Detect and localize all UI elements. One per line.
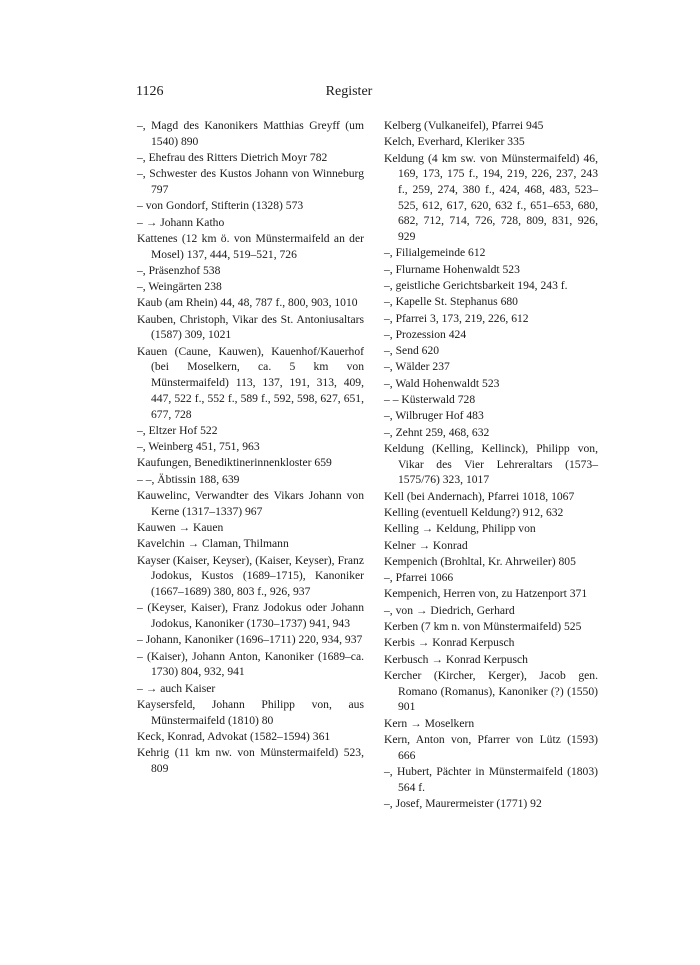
page-number: 1126 [136, 84, 164, 99]
index-entry: Kauen (Caune, Kauwen), Kauenhof/Kauerhof (bei Moselkern, ca. 5 km von Münstermaifeld) 113, 137, 191, 313, 409, 447, 522 f., 552 f., 589 f., 592, 598, 627, 651, 677, 728 [137, 344, 364, 421]
index-entry: Kelberg (Vulkaneifel), Pfarrei 945 [384, 119, 544, 132]
index-entry: – (Keyser, Kaiser), Franz Jodokus oder Johann Jodokus, Kanoniker (1730–1737) 941, 943 [137, 601, 364, 631]
index-entry: –, Wälder 237 [384, 360, 450, 374]
index-entry: Kaub (am Rhein) 44, 48, 787 f., 800, 903, 1010 [137, 296, 358, 310]
index-entry: Kelling (eventuell Keldung?) 912, 632 [384, 505, 564, 519]
index-entry: Keldung (Kelling, Kellinck), Philipp von, Vikar des Vier Lehreraltars (1573–1575/76) 323, 1017 [384, 441, 598, 487]
index-entry: – (Kaiser), Johann Anton, Kanoniker (1689–ca. 1730) 804, 932, 941 [137, 649, 364, 679]
index-entry: –, Hubert, Pächter in Münstermaifeld (1803) 564 f. [384, 764, 598, 794]
index-entry: –, Filialgemeinde 612 [384, 246, 486, 260]
index-entry: –, Pfarrei 3, 173, 219, 226, 612 [384, 311, 529, 325]
index-entry: –, Zehnt 259, 468, 632 [384, 425, 490, 439]
index-entry: Kern → Moselkern [384, 716, 475, 730]
index-entry: –, Kapelle St. Stephanus 680 [384, 295, 518, 309]
index-entry: Kehrig (11 km nw. von Münstermaifeld) 523, 809 [137, 746, 364, 775]
index-entry: –, Präsenzhof 538 [137, 263, 221, 277]
index-entry: – Johann, Kanoniker (1696–1711) 220, 934, 937 [137, 633, 363, 647]
index-entry: Kerben (7 km n. von Münstermaifeld) 525 [384, 620, 582, 634]
index-entry: – – Küsterwald 728 [384, 393, 476, 407]
index-entry: Kelch, Everhard, Kleriker 335 [384, 135, 525, 149]
index-entry: Kempenich, Herren von, zu Hatzenport 371 [384, 587, 588, 601]
index-entry: Kauwen → Kauen [137, 521, 224, 535]
index-entry: –, Wald Hohenwaldt 523 [384, 376, 500, 390]
index-entry: –, Send 620 [384, 344, 440, 358]
index-entry: Kauwelinc, Verwandter des Vikars Johann von Kerne (1317–1337) 967 [137, 489, 364, 518]
index-entry: Kauben, Christoph, Vikar des St. Antoniusaltars (1587) 309, 1021 [137, 312, 364, 342]
index-entry: Kern, Anton von, Pfarrer von Lütz (1593) 666 [384, 732, 598, 762]
index-entry: –, Schwester des Kustos Johann von Winneburg 797 [137, 167, 364, 196]
index-entry: Kelner → Konrad [384, 538, 468, 552]
index-entry: –, Pfarrei 1066 [384, 571, 454, 585]
index-entry: –, Weinberg 451, 751, 963 [137, 440, 260, 454]
index-entry: Kaysersfeld, Johann Philipp von, aus Münstermaifeld (1810) 80 [137, 697, 364, 727]
index-entry: – von Gondorf, Stifterin (1328) 573 [137, 199, 304, 213]
index-entry: –, Weingärten 238 [137, 280, 222, 294]
index-entry: –, Magd des Kanonikers Matthias Greyff (um 1540) 890 [137, 119, 364, 148]
index-entry: –, Josef, Maurermeister (1771) 92 [384, 796, 542, 810]
index-entry: –, Wilbruger Hof 483 [384, 409, 484, 423]
running-title: Register [325, 84, 373, 99]
index-entry: Kell (bei Andernach), Pfarrei 1018, 1067 [384, 489, 575, 503]
index-entry: Kattenes (12 km ö. von Münstermaifeld an der Mosel) 137, 444, 519–521, 726 [137, 231, 364, 261]
index-entry: – → Johann Katho [137, 215, 225, 229]
index-entry: –, von → Diedrich, Gerhard [384, 603, 515, 617]
index-entry: Kerbusch → Konrad Kerpusch [384, 652, 528, 666]
index-entry: Kercher (Kircher, Kerger), Jacob gen. Romano (Romanus), Kanoniker (?) (1550) 901 [384, 668, 598, 714]
index-entry: Kaufungen, Benediktinerinnenkloster 659 [137, 456, 332, 470]
index-entry: –, Ehefrau des Ritters Dietrich Moyr 782 [137, 151, 328, 164]
index-column-right [384, 118, 598, 812]
index-entry: Kayser (Kaiser, Keyser), (Kaiser, Keyser), Franz Jodokus, Kustos (1689–1715), Kanoniker (1667–1689) 380, 803 f., 926, 937 [137, 553, 364, 599]
index-entry: – –, Äbtissin 188, 639 [137, 472, 240, 486]
index-entry: –, Flurname Hohenwaldt 523 [384, 262, 520, 276]
index-entry: –, Eltzer Hof 522 [137, 423, 218, 437]
index-entry: Kavelchin → Claman, Thilmann [137, 537, 289, 551]
index-column-left [137, 118, 364, 777]
index-entry: – → auch Kaiser [137, 681, 216, 695]
index-entry: Kerbis → Konrad Kerpusch [384, 636, 515, 650]
index-entry: –, Prozession 424 [384, 327, 467, 341]
page-header [136, 84, 562, 106]
index-entry: Kelling → Keldung, Philipp von [384, 522, 536, 536]
index-entry: Keck, Konrad, Advokat (1582–1594) 361 [137, 729, 331, 743]
index-entry: –, geistliche Gerichtsbarkeit 194, 243 f. [384, 279, 568, 292]
index-entry: Kempenich (Brohltal, Kr. Ahrweiler) 805 [384, 554, 576, 568]
index-entry: Keldung (4 km sw. von Münstermaifeld) 46, 169, 173, 175 f., 194, 219, 226, 237, 243 f., 259, 274, 380 f., 424, 468, 483, 523–525, 612, 617, 620, 632 f., 651–653, 680, 682, 712, 714, 726, 728, 809, 831, 926, 929 [384, 151, 598, 244]
